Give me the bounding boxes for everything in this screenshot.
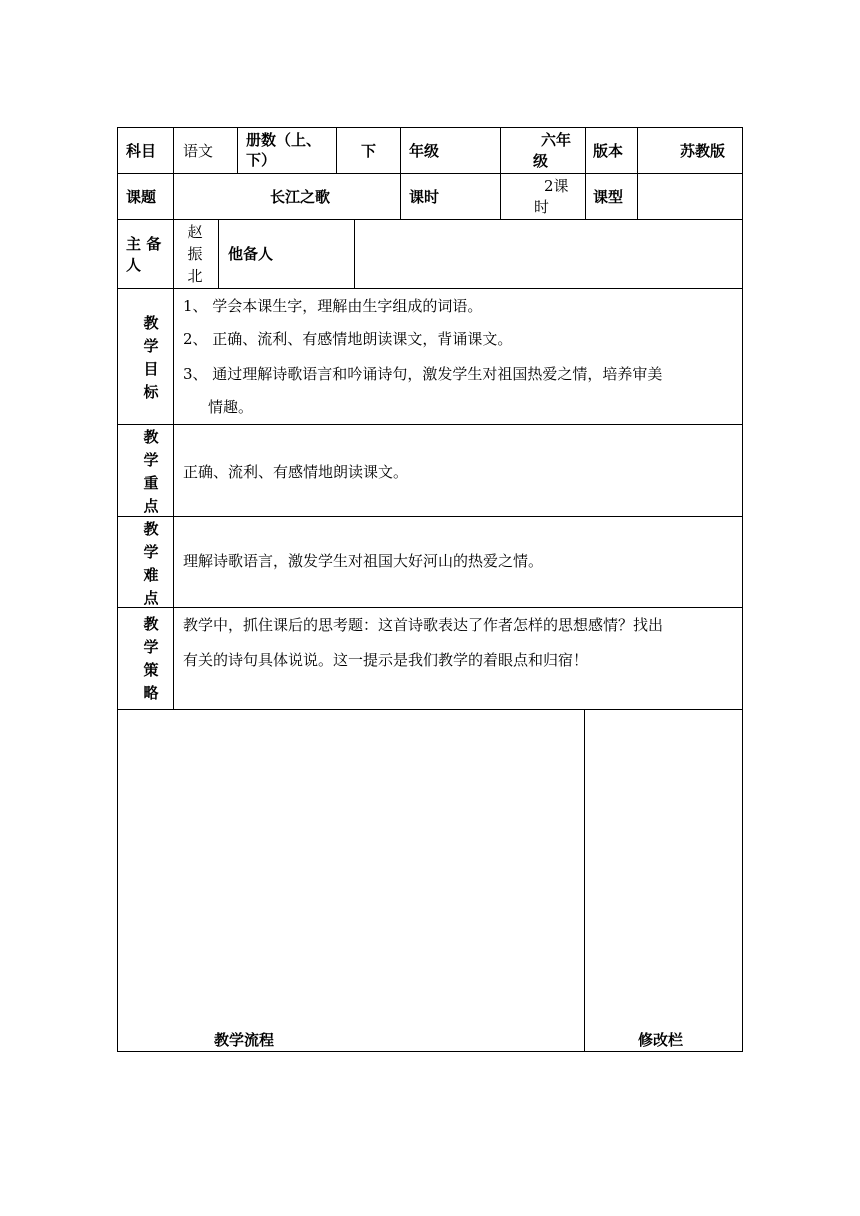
table-line (584, 709, 585, 1051)
table-line (637, 127, 638, 219)
hours-label: 课时 (409, 188, 440, 206)
subject-label: 科目 (126, 142, 157, 160)
table-line (237, 127, 238, 173)
edition-value: 苏教版 (680, 142, 726, 160)
table-line (117, 173, 743, 174)
subject-value: 语文 (183, 142, 214, 160)
grade-value-line1: 六年 (541, 131, 572, 149)
edition-label: 版本 (593, 142, 624, 160)
objective-item: 1、 学会本课生字，理解由生字组成的词语。 (183, 297, 483, 315)
main-preparer-label-line1: 主 备 (126, 235, 162, 253)
revision-label: 修改栏 (638, 1031, 684, 1049)
strategy-text-line2: 有关的诗句具体说说。这一提示是我们教学的着眼点和归宿！ (183, 651, 589, 669)
other-preparer-label: 他备人 (228, 245, 274, 263)
objective-item: 情趣。 (208, 398, 254, 416)
main-preparer-label-line2: 人 (126, 256, 142, 274)
table-line (500, 127, 501, 219)
hours-value-line1: 2课 (544, 177, 569, 195)
table-line (117, 516, 743, 517)
key-points-text: 正确、流利、有感情地朗读课文。 (183, 463, 409, 481)
topic-value: 长江之歌 (270, 188, 331, 206)
table-line (117, 1051, 743, 1052)
key-points-label: 教 学 重 点 (143, 428, 159, 515)
difficulties-text: 理解诗歌语言，激发学生对祖国大好河山的热爱之情。 (183, 552, 544, 570)
grade-value-line2: 级 (533, 152, 549, 170)
difficulties-label: 教 学 难 点 (143, 520, 159, 607)
table-line (585, 127, 586, 219)
table-line (117, 127, 118, 1051)
table-line (336, 127, 337, 173)
objective-item: 2、 正确、流利、有感情地朗读课文，背诵课文。 (183, 330, 513, 348)
objective-item: 3、 通过理解诗歌语言和吟诵诗句，激发学生对祖国热爱之情，培养审美 (183, 365, 663, 383)
table-line (117, 709, 743, 710)
volume-label-line2: 下） (246, 151, 277, 169)
volume-label-line1: 册数（上、 (246, 131, 322, 149)
table-line (400, 127, 401, 219)
table-line (173, 127, 174, 709)
type-label: 课型 (593, 188, 624, 206)
table-line (117, 288, 743, 289)
volume-value: 下 (361, 142, 377, 160)
table-line (117, 424, 743, 425)
table-line (117, 127, 743, 128)
table-line (354, 219, 355, 288)
process-label: 教学流程 (214, 1031, 275, 1049)
hours-value-line2: 时 (534, 198, 550, 216)
main-preparer-value: 赵 振 北 (187, 223, 203, 285)
table-line (117, 607, 743, 608)
topic-label: 课题 (126, 188, 157, 206)
table-line (218, 219, 219, 288)
objectives-label: 教 学 目 标 (143, 314, 159, 401)
strategy-label: 教 学 策 略 (143, 615, 159, 702)
strategy-text-line1: 教学中，抓住课后的思考题：这首诗歌表达了作者怎样的思想感情？找出 (183, 616, 664, 634)
table-line (742, 127, 743, 1051)
table-line (117, 219, 743, 220)
grade-label: 年级 (409, 142, 440, 160)
